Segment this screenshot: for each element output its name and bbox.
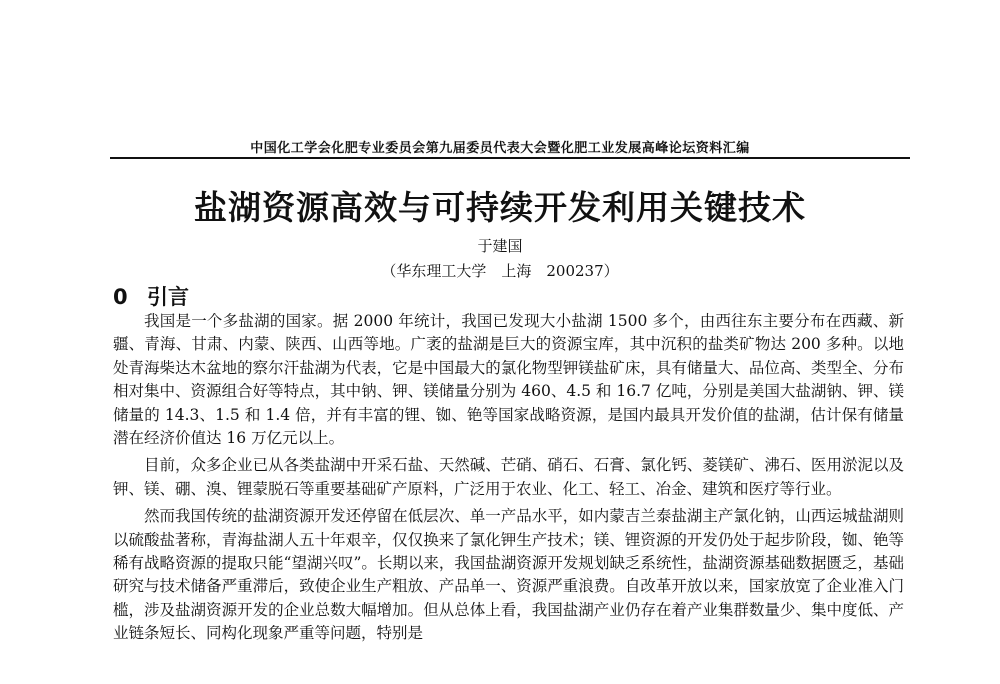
paragraph: 我国是一个多盐湖的国家。据 2000 年统计，我国已发现大小盐湖 1500 多个，由西往东主要分布在西藏、新疆、青海、甘肃、内蒙、陕西、山西等地。广袤的盐湖是巨大的资源宝库，其中沉积的盐类矿物达 200 多种。以地处青海柴达木盆地的察尔汗盐湖为代表，它是中国最大的氯化物型钾镁盐矿床，具有储量大、品位高、类型全、分布相对集中、资源组合好等特点，其中钠、钾、镁储量分别为 460、4.5 和 16.7 亿吨，分别是美国大盐湖钠、钾、镁储量的 14.3、1.5 和 1.4 倍，并有丰富的锂、铷、铯等国家战略资源，是国内最具开发价值的盐湖，估计保有储量潜在经济价值达 16 万亿元以上。 [113,312,904,448]
paragraph: 目前，众多企业已从各类盐湖中开采石盐、天然碱、芒硝、硝石、石膏、氯化钙、菱镁矿、沸石、医用淤泥以及钾、镁、硼、溴、锂蒙脱石等重要基础矿产原料，广泛用于农业、化工、轻工、冶金、建筑和医疗等行业。 [113,456,904,498]
running-header: 中国化工学会化肥专业委员会第九届委员代表大会暨化肥工业发展高峰论坛资料汇编 [250,141,750,156]
affiliation: （华东理工大学 上海 200237） [381,262,619,280]
header-rule [110,157,910,159]
article-title: 盐湖资源高效与可持续开发利用关键技术 [194,188,806,227]
section-title: 引言 [147,285,189,309]
paragraph: 然而我国传统的盐湖资源开发还停留在低层次、单一产品水平，如内蒙吉兰泰盐湖主产氯化钠，山西运城盐湖则以硫酸盐著称，青海盐湖人五十年艰辛，仅仅换来了氯化钾生产技术；镁、锂资源的开发仍处于起步阶段，铷、铯等稀有战略资源的提取只能“望湖兴叹”。长期以来，我国盐湖资源开发规划缺乏系统性，盐湖资源基础数据匮乏，基础研究与技术储备严重滞后，致使企业生产粗放、产品单一、资源严重浪费。自改革开放以来，国家放宽了企业准入门槛，涉及盐湖资源开发的企业总数大幅增加。但从总体上看，我国盐湖产业仍存在着产业集群数量少、集中度低、产业链条短长、同构化现象严重等问题，特别是 [113,507,904,643]
body-text [113,310,904,650]
section-number: 0 [113,285,128,309]
author: 于建国 [477,237,523,255]
section-heading [113,281,189,311]
